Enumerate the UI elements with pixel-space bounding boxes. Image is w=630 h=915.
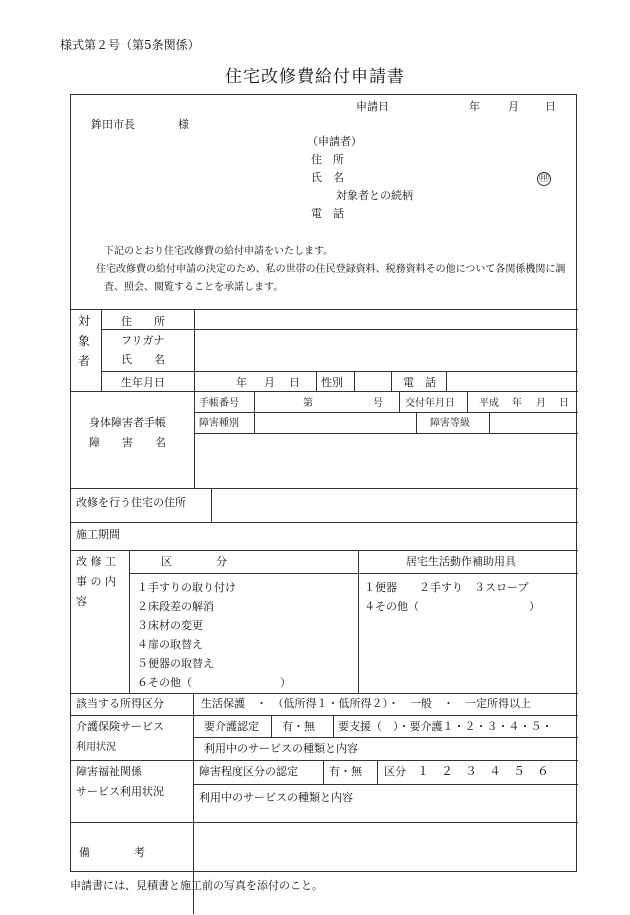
divider [129, 573, 578, 574]
subject-birth-year: 年 [236, 376, 247, 389]
notebook-go: 号 [373, 398, 383, 409]
footer-note: 申請書には、見積書と施工前の写真を添付のこと。 [70, 879, 323, 892]
divider [489, 412, 490, 433]
divider [71, 693, 578, 694]
date-year: 年 [469, 100, 480, 113]
divider [333, 715, 334, 737]
care-yes-no: 有・無 [282, 720, 315, 733]
divider [194, 391, 195, 488]
subject-birth-label: 生年月日 [121, 376, 165, 389]
divider [354, 371, 355, 391]
divider [399, 391, 400, 412]
work-item: １手すりの取り付け [137, 581, 236, 594]
divider [467, 391, 468, 412]
divider [193, 784, 578, 785]
work-label-3: 容 [76, 595, 87, 608]
welfare-class-label: 区分 [384, 765, 406, 778]
welfare-label-2: サービス利用状況 [76, 785, 164, 798]
subject-label-1: 対 [78, 314, 91, 328]
remarks-label: 備 考 [79, 846, 145, 859]
work-item: ３床材の変更 [137, 619, 203, 632]
income-options: 生活保護 ・ （低所得１・低所得２）・ 一般 ・ 一定所得以上 [201, 697, 531, 710]
statement-line-3: 査、照会、閲覧することを承諾します。 [104, 282, 284, 293]
subject-label-2: 象 [78, 334, 91, 348]
seal-mark: ㊞ [539, 173, 549, 184]
addressee: 鉾田市長 [91, 118, 135, 131]
work-label-2: 事 の 内 [76, 575, 116, 588]
divider [71, 522, 578, 523]
divider [194, 433, 578, 434]
addressee-honorific: 様 [178, 118, 189, 131]
welfare-yes-no: 有・無 [329, 765, 362, 778]
construction-period-label: 施工期間 [76, 528, 120, 541]
issue-date-era: 平成 [479, 398, 499, 409]
date-day: 日 [545, 100, 556, 113]
divider [101, 371, 578, 372]
care-services-label: 利用中のサービスの種類と内容 [204, 742, 358, 755]
income-label: 該当する所得区分 [76, 697, 164, 710]
subject-label-3: 者 [78, 354, 91, 368]
welfare-services-label: 利用中のサービスの種類と内容 [199, 791, 353, 804]
issue-date-month: 月 [536, 398, 546, 409]
notebook-number-label: 手帳番号 [199, 398, 239, 409]
welfare-class-options: １ ２ ３ ４ ５ ６ [417, 764, 550, 778]
subject-birth-day: 日 [289, 376, 300, 389]
divider [71, 309, 578, 310]
divider [101, 309, 102, 391]
date-label: 申請日 [356, 100, 389, 113]
applicant-phone-label: 電 話 [311, 207, 344, 220]
applicant-label: （申請者） [307, 135, 362, 148]
issue-date-day: 日 [559, 398, 569, 409]
relation-label: 対象者との続柄 [336, 189, 413, 202]
subject-phone-label: 電 話 [403, 376, 436, 389]
form-number: 様式第２号（第5条関係） [60, 38, 200, 52]
subject-sex-label: 性別 [321, 376, 343, 389]
divider [71, 550, 578, 551]
divider [391, 371, 392, 391]
care-label-1: 介護保険サービス [76, 720, 164, 733]
care-certification-label: 要介護認定 [204, 720, 259, 733]
disability-grade-label: 障害等級 [430, 418, 470, 429]
subject-birth-month: 月 [264, 376, 275, 389]
divider [71, 488, 578, 489]
divider [211, 488, 212, 522]
work-label-1: 改 修 工 [76, 555, 116, 568]
work-item: ６その他（ ） [137, 676, 291, 689]
subject-furigana-label: フリガナ [121, 334, 165, 347]
applicant-name-label: 氏 名 [311, 171, 344, 184]
subject-name-label: 氏 名 [121, 353, 165, 366]
divider [194, 412, 578, 413]
divider [316, 371, 317, 391]
living-aid-header: 居宅生活動作補助用具 [406, 555, 516, 568]
disability-notebook-label: 身体障害者手帳 [89, 416, 166, 429]
care-label-2: 利用状況 [76, 742, 116, 753]
application-form [70, 94, 577, 872]
applicant-address-label: 住 所 [311, 153, 344, 166]
work-item: ５便器の取替え [137, 657, 214, 670]
statement-line-2: 住宅改修費の給付申請の決定のため、私の世帯の住民登録資料、税務資料その他について各関係機関に調 [96, 264, 566, 275]
welfare-label-1: 障害福祉関係 [76, 765, 142, 778]
work-item: ２床段差の解消 [137, 600, 214, 613]
divider [416, 412, 417, 433]
disability-type-label: 障害種別 [199, 418, 239, 429]
category-header: 区 分 [161, 555, 227, 568]
renovation-address-label: 改修を行う住宅の住所 [76, 496, 186, 509]
divider [358, 550, 359, 693]
subject-address-label: 住 所 [121, 315, 165, 328]
statement-line-1: 下記のとおり住宅改修費の給付申請をいたします。 [104, 246, 334, 257]
divider [323, 760, 324, 784]
divider [193, 737, 578, 738]
divider [377, 760, 378, 784]
divider [254, 391, 255, 433]
notebook-dai: 第 [303, 398, 313, 409]
divider [271, 715, 272, 737]
date-month: 月 [508, 100, 519, 113]
divider [129, 550, 130, 693]
living-aid-line-1: １便器 ２手すり ３スロープ [364, 581, 529, 594]
care-support-levels: 要支援（ ）・要介護１・２・３・４・５・ [338, 720, 553, 733]
issue-date-label: 交付年月日 [405, 398, 455, 409]
form-title: 住宅改修費給付申請書 [225, 67, 405, 87]
divider [71, 760, 578, 761]
divider [101, 329, 578, 330]
divider [71, 715, 578, 716]
welfare-certification-label: 障害程度区分の認定 [199, 765, 298, 778]
divider [71, 391, 578, 392]
living-aid-line-2: ４その他（ ） [364, 600, 540, 613]
disability-name-label: 障 害 名 [89, 436, 166, 449]
divider [71, 822, 578, 823]
work-item: ４扉の取替え [137, 638, 203, 651]
issue-date-year: 年 [512, 398, 522, 409]
divider [446, 371, 447, 391]
divider [194, 309, 195, 391]
